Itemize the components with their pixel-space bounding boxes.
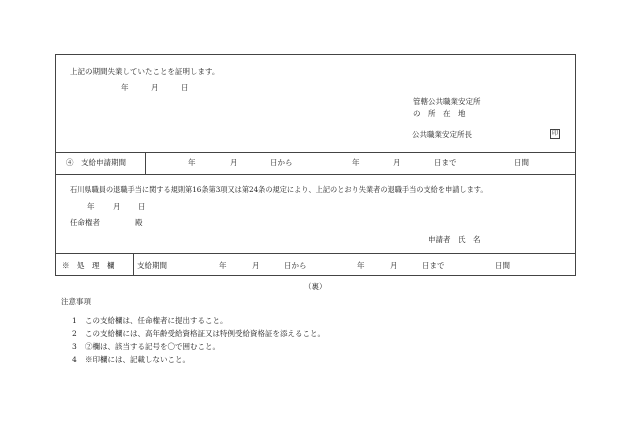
column-divider: [145, 152, 146, 174]
request-date-day: 日: [138, 202, 146, 211]
processing-label: ※ 処 理 欄: [62, 261, 115, 270]
note-number: 3: [72, 342, 77, 351]
request-statement: 石川県職員の退職手当に関する規則第16条第3項又は第24条の規定により、上記のとおり失業者の退職手当の支給を申請します。: [70, 185, 488, 194]
period-end-year: 年: [352, 158, 360, 167]
request-date-year: 年: [87, 202, 95, 211]
period-end-day: 日まで: [434, 158, 457, 167]
certificate-statement: 上記の期間失業していたことを証明します。: [70, 67, 220, 76]
column-divider: [133, 253, 134, 276]
office-label: 管轄公共職業安定所: [413, 97, 481, 106]
note-number: 1: [72, 316, 77, 325]
processing-end-year: 年: [357, 261, 365, 270]
processing-end-month: 月: [390, 261, 398, 270]
director-label: 公共職業安定所長: [412, 130, 472, 139]
note-text: ②欄は、該当する記号を〇で囲むこと。: [85, 342, 220, 351]
processing-days: 日間: [495, 261, 510, 270]
note-number: 4: [72, 355, 77, 364]
note-text: この支給欄には、高年齢受給資格証又は特例受給資格証を添えること。: [85, 329, 325, 338]
request-date-month: 月: [113, 202, 121, 211]
period-end-month: 月: [393, 158, 401, 167]
note-text: この支給欄は、任命権者に提出すること。: [85, 316, 228, 325]
period-start-year: 年: [188, 158, 196, 167]
location-label: の 所 在 地: [413, 109, 466, 118]
form-frame: [55, 54, 576, 276]
period-start-month: 月: [230, 158, 238, 167]
seal-mark: 印: [551, 130, 558, 137]
period-days: 日間: [514, 158, 529, 167]
payment-period-label: ④ 支給申請期間: [66, 158, 126, 167]
certificate-date-day: 日: [181, 83, 189, 92]
processing-period-label: 支給期間: [137, 261, 167, 270]
period-start-day: 日から: [270, 158, 293, 167]
note-number: 2: [72, 329, 77, 338]
processing-start-month: 月: [252, 261, 260, 270]
processing-start-year: 年: [219, 261, 227, 270]
row-divider: [56, 174, 575, 175]
note-text: ※印欄には、記載しないこと。: [85, 355, 190, 364]
certificate-date-month: 月: [151, 83, 159, 92]
processing-end-day: 日まで: [422, 261, 445, 270]
certificate-date-year: 年: [121, 83, 129, 92]
processing-start-day: 日から: [284, 261, 307, 270]
page-side-mark: （裏）: [304, 282, 327, 291]
honorific: 殿: [135, 218, 143, 227]
notes-title: 注意事項: [61, 297, 91, 306]
applicant-name-label: 申請者 氏 名: [428, 235, 481, 244]
appointer-label: 任命権者: [70, 218, 100, 227]
row-divider: [56, 152, 575, 153]
